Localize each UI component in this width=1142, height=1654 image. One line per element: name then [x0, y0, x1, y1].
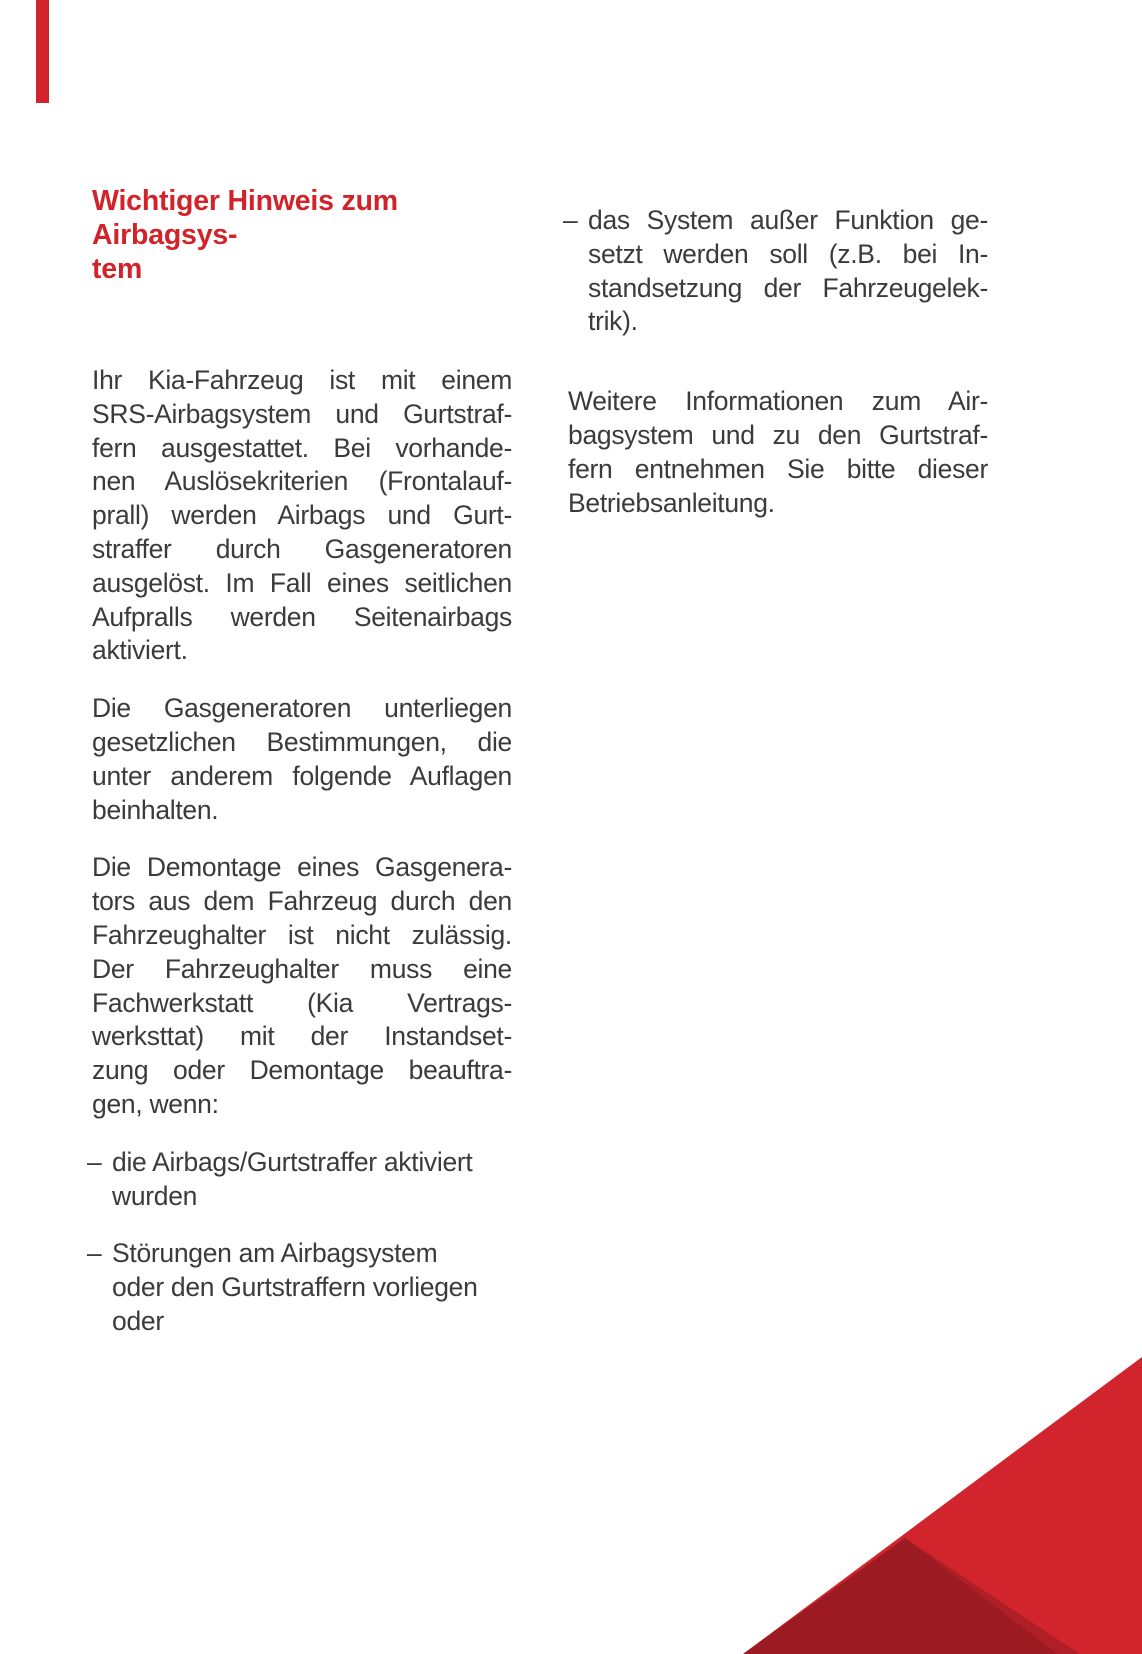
- text-line: das System außer Funktion ge-: [588, 205, 988, 235]
- text-line: oder den Gurtstraffern vorliegen: [112, 1272, 478, 1303]
- text-line: tem: [92, 253, 143, 285]
- text-line: Wichtiger Hinweis zum Airbagsys-: [92, 185, 398, 251]
- text-line: SRS-Airbagsystem und Gurtstraf-: [92, 398, 512, 429]
- bullet-text: [112, 1146, 512, 1214]
- bullet-dash: –: [563, 205, 578, 235]
- section-tab-marker: [36, 0, 49, 103]
- text-line: werksttat) mit der Instandset-: [92, 1021, 512, 1052]
- bullet-item-stoerungen: [87, 1237, 512, 1338]
- paragraph-demontage: [92, 851, 512, 1121]
- text-line: Ihr Kia-Fahrzeug ist mit einem: [92, 365, 512, 395]
- text-line: Störungen am Airbagsystem: [112, 1238, 438, 1269]
- text-line: prall) werden Airbags und Gurt-: [92, 500, 512, 531]
- triangle-mid-icon: [905, 1538, 1080, 1654]
- bullet-text: [588, 204, 988, 339]
- right-column: [563, 204, 988, 520]
- text-line: Die Gasgeneratoren unterliegen: [92, 693, 512, 724]
- text-line: fern ausgestattet. Bei vorhande-: [92, 432, 512, 463]
- text-line: fern entnehmen Sie bitte dieser: [568, 453, 988, 484]
- text-line: standsetzung der Fahrzeugelek-: [588, 272, 988, 303]
- text-line: oder: [112, 1305, 164, 1336]
- text-line: Die Demontage eines Gasgenera-: [92, 852, 512, 883]
- text-line: setzt werden soll (z.B. bei In-: [588, 238, 988, 269]
- bullet-text: [112, 1237, 512, 1338]
- text-line: Fahrzeughalter ist nicht zulässig.: [92, 919, 512, 950]
- text-line: Aufpralls werden Seitenairbags: [92, 601, 512, 632]
- text-line: Der Fahrzeughalter muss eine: [92, 953, 512, 984]
- text-line: Betriebsanleitung.: [568, 487, 775, 518]
- text-line: zung oder Demontage beauftra-: [92, 1055, 512, 1086]
- text-line: die Airbags/Gurtstraffer aktiviert: [112, 1146, 473, 1177]
- page-title: [92, 184, 512, 286]
- bullet-item-airbags-aktiviert: [87, 1146, 512, 1214]
- text-line: nen Auslösekriterien (Frontalauf-: [92, 466, 512, 497]
- triangle-bright-icon: [743, 1357, 1142, 1654]
- text-line: wurden: [112, 1180, 198, 1211]
- paragraph-weitere-informationen: [568, 385, 988, 520]
- paragraph-gasgeneratoren: [92, 692, 512, 827]
- text-line: gesetzlichen Bestimmungen, die: [92, 726, 512, 757]
- text-line: ausgelöst. Im Fall eines seitlichen: [92, 567, 512, 598]
- left-column: [87, 184, 512, 1363]
- text-line: trik).: [588, 306, 638, 337]
- triangle-dark-icon: [743, 1538, 1058, 1654]
- text-line: tors aus dem Fahrzeug durch den: [92, 886, 512, 917]
- text-line: unter anderem folgende Auflagen: [92, 760, 512, 791]
- text-line: bagsystem und zu den Gurtstraf-: [568, 419, 988, 450]
- bullet-dash: –: [87, 1146, 102, 1177]
- paragraph-airbag-system: [92, 364, 512, 668]
- text-line: straffer durch Gasgeneratoren: [92, 533, 512, 564]
- text-line: Weitere Informationen zum Air-: [568, 386, 988, 417]
- text-line: Fachwerkstatt (Kia Vertrags-: [92, 987, 512, 1018]
- text-line: beinhalten.: [92, 794, 219, 825]
- text-line: gen, wenn:: [92, 1088, 219, 1119]
- bullet-dash: –: [87, 1238, 102, 1269]
- bullet-item-system-ausser-funktion: [563, 204, 988, 339]
- text-line: aktiviert.: [92, 635, 188, 666]
